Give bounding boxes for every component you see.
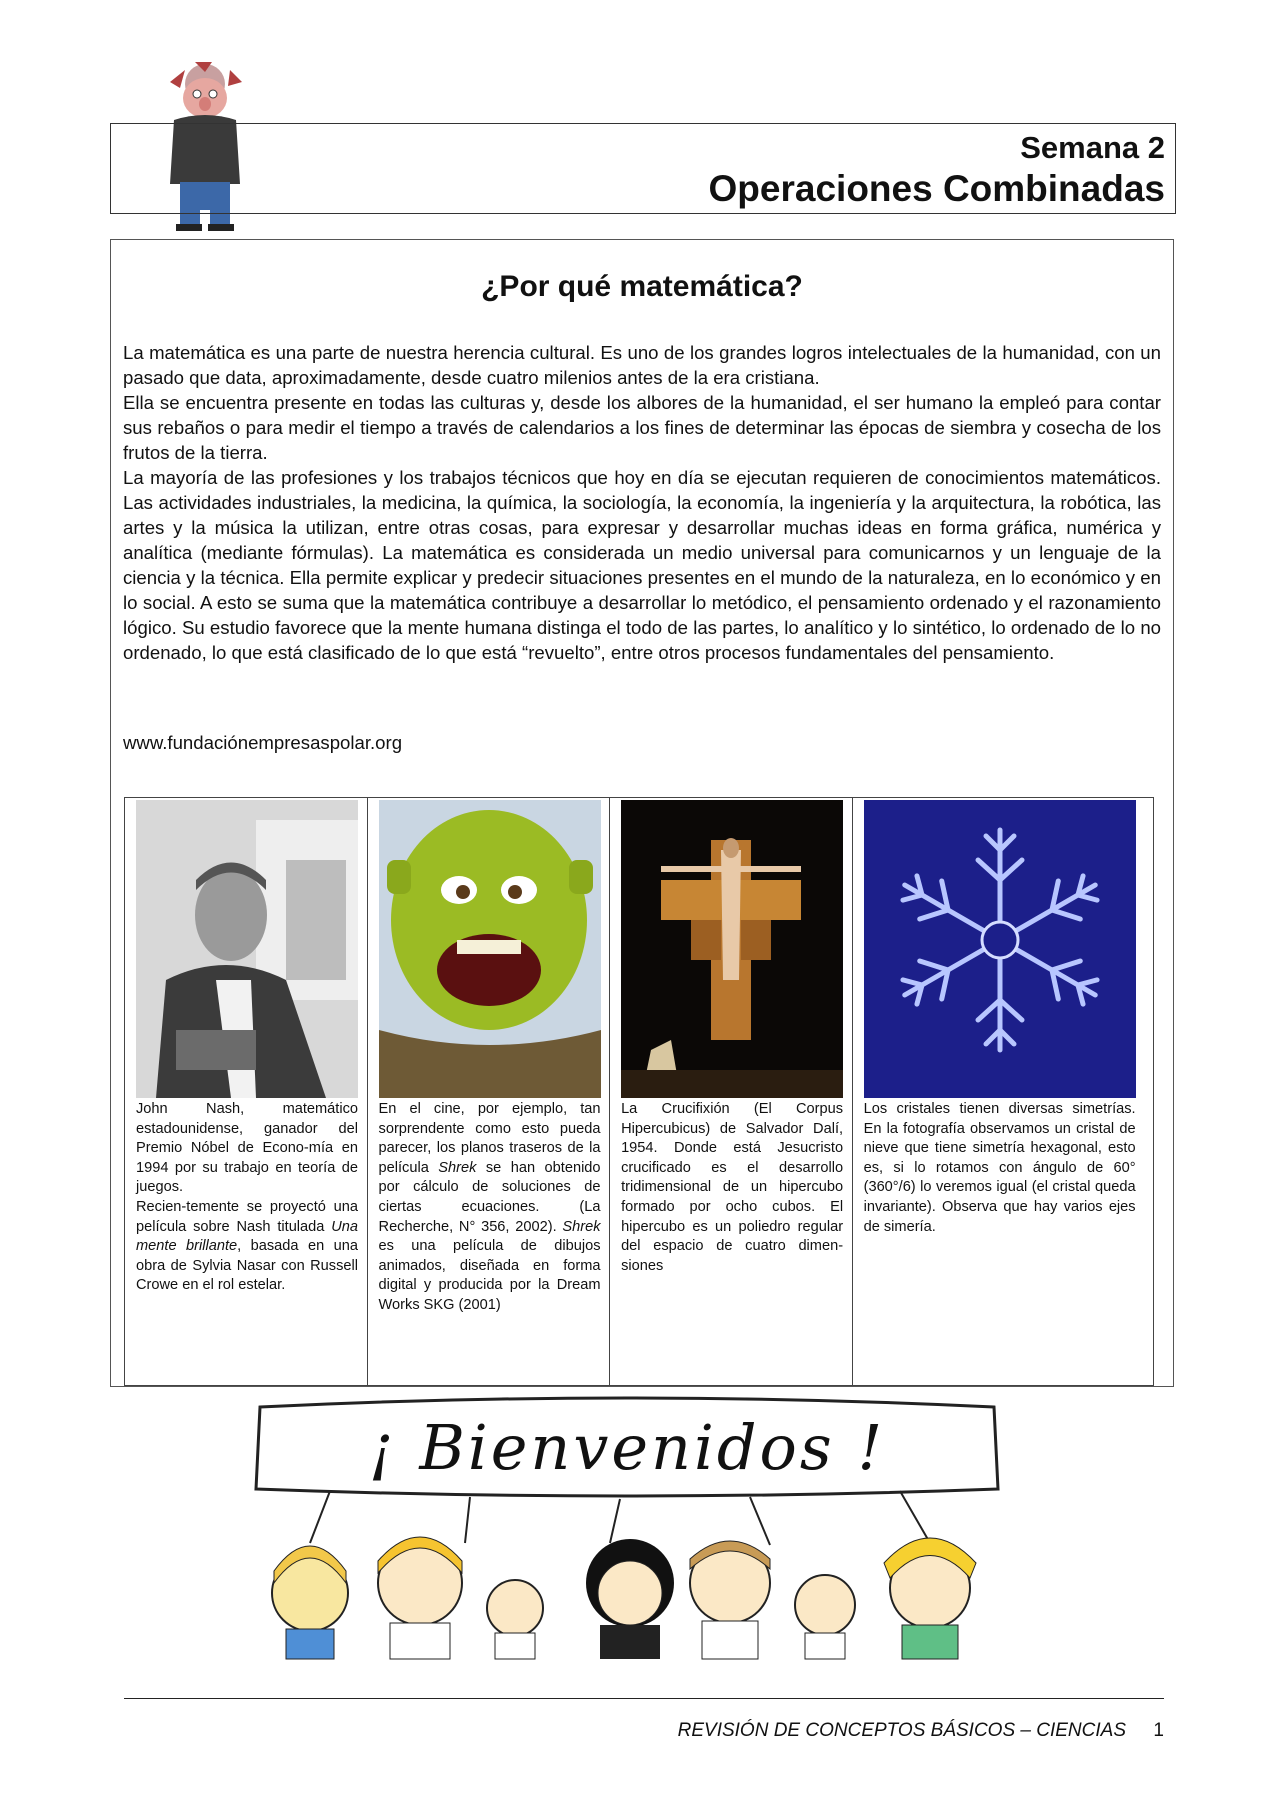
kid-5 — [690, 1541, 770, 1659]
caption-text: La Crucifixión (El Corpus Hipercubicus) de Salvador Dalí, 1954. Donde está Jesucristo crucificado es el desarrollo tridimensional de un hipercubo formado por ocho cubos. El hipercubo es un poliedro regular del espacio de cuatro dimen-siones — [621, 1101, 844, 1274]
shrek-caption — [379, 1100, 601, 1316]
nash-photo — [136, 800, 358, 1098]
welcome-text: ¡ Bienvenidos ! — [368, 1411, 886, 1484]
topic-title: Operaciones Combinadas — [708, 168, 1165, 209]
kid-3 — [487, 1580, 543, 1659]
nash-caption — [136, 1100, 358, 1296]
dali-caption — [621, 1100, 843, 1276]
week-label: Semana 2 — [1020, 130, 1165, 165]
footer-text: REVISIÓN DE CONCEPTOS BÁSICOS – CIENCIAS — [677, 1720, 1126, 1741]
shrek-image — [379, 800, 601, 1098]
gallery-cell-nash — [125, 798, 368, 1385]
kid-7 — [884, 1538, 976, 1659]
caption-text: Recien-temente se proyectó una película sobre Nash titulada Una mente brillante, basada en una obra de Sylvia Nasar con Russell Crowe en el rol estelar. — [136, 1198, 358, 1294]
welcome-banner — [250, 1393, 1004, 1661]
paragraph: La mayoría de las profesiones y los trabajos técnicos que hoy en día se ejecutan requieren de conocimientos matemáticos. Las actividades industriales, la medicina, la química, la sociología, la economía, la ingeniería y la arquitectura, la robótica, las artes y la música la utilizan, entre otras cosas, para expresar y desarrollar muchas ideas en forma gráfica, numérica y analítica (mediante fórmulas). La matemática es considerada un medio universal para comunicarnos y un lenguaje de la ciencia y la técnica. Ella permite explicar y predecir situaciones presentes en el mundo de la naturaleza, en lo económico y en lo social. A esto se suma que la matemática contribuye a desarrollar lo metódico, el pensamiento ordenado y el razonamiento lógico. Su estudio favorece que la mente humana distinga el todo de las partes, lo analítico y lo sintético, lo ordenado de lo no ordenado, lo que está clasificado de lo que está “revuelto”, entre otros procesos fundamentales del pensamiento. — [123, 467, 1161, 663]
kid-4 — [586, 1539, 674, 1659]
caption-text: Los cristales tienen diversas simetrías. En la fotografía observamos un cristal de nieve que tiene simetría hexagonal, esto es, si lo rotamos con ángulo de 60° (360°/6) lo veremos igual (el cristal queda invariante). Observa que hay varios ejes de simería. — [863, 1101, 1136, 1235]
footer-divider — [124, 1698, 1164, 1699]
snowflake-caption — [864, 1100, 1136, 1237]
gallery-table — [124, 797, 1154, 1386]
kid-1 — [272, 1546, 348, 1659]
paragraph: La matemática es una parte de nuestra herencia cultural. Es uno de los grandes logros intelectuales de la humanidad, con un pasado que data, aproximadamente, desde cuatro milenios antes de la era cristiana. — [123, 342, 1161, 388]
kid-6 — [795, 1575, 855, 1659]
source-url[interactable]: www.fundaciónempresaspolar.org — [123, 732, 403, 753]
content-box — [110, 239, 1174, 1387]
paragraph: Ella se encuentra presente en todas las culturas y, desde los albores de la humanidad, el ser humano la empleó para contar sus rebaños o para medir el tiempo a través de calendarios a los fines de determinar las épocas de siembra y cosecha de los frutos de la tierra. — [123, 392, 1161, 463]
gallery-cell-dali — [610, 798, 853, 1385]
kid-2 — [378, 1537, 462, 1659]
dali-painting — [621, 800, 843, 1098]
gallery-cell-shrek — [368, 798, 611, 1385]
header-box — [110, 123, 1176, 214]
section-title: ¿Por qué matemática? — [481, 270, 803, 303]
page-number: 1 — [1153, 1720, 1164, 1741]
snowflake-photo — [864, 800, 1136, 1098]
caption-text: En el cine, por ejemplo, tan sorprendente como esto pueda parecer, los planos traseros de la película Shrek se han obtenido por cálculo de soluciones de ciertas ecuaciones. (La Recherche, N° 356, 2002). Shrek es una película de dibujos animados, diseñada en forma digital y producida por la Dream Works SKG (2001) — [378, 1101, 601, 1313]
caption-text: John Nash, matemático estadounidense, ganador del Premio Nóbel de Econo-mía en 1994 por su trabajo en teoría de juegos. — [136, 1101, 358, 1196]
body-text — [123, 340, 1161, 665]
gallery-cell-snowflake — [853, 798, 1153, 1385]
